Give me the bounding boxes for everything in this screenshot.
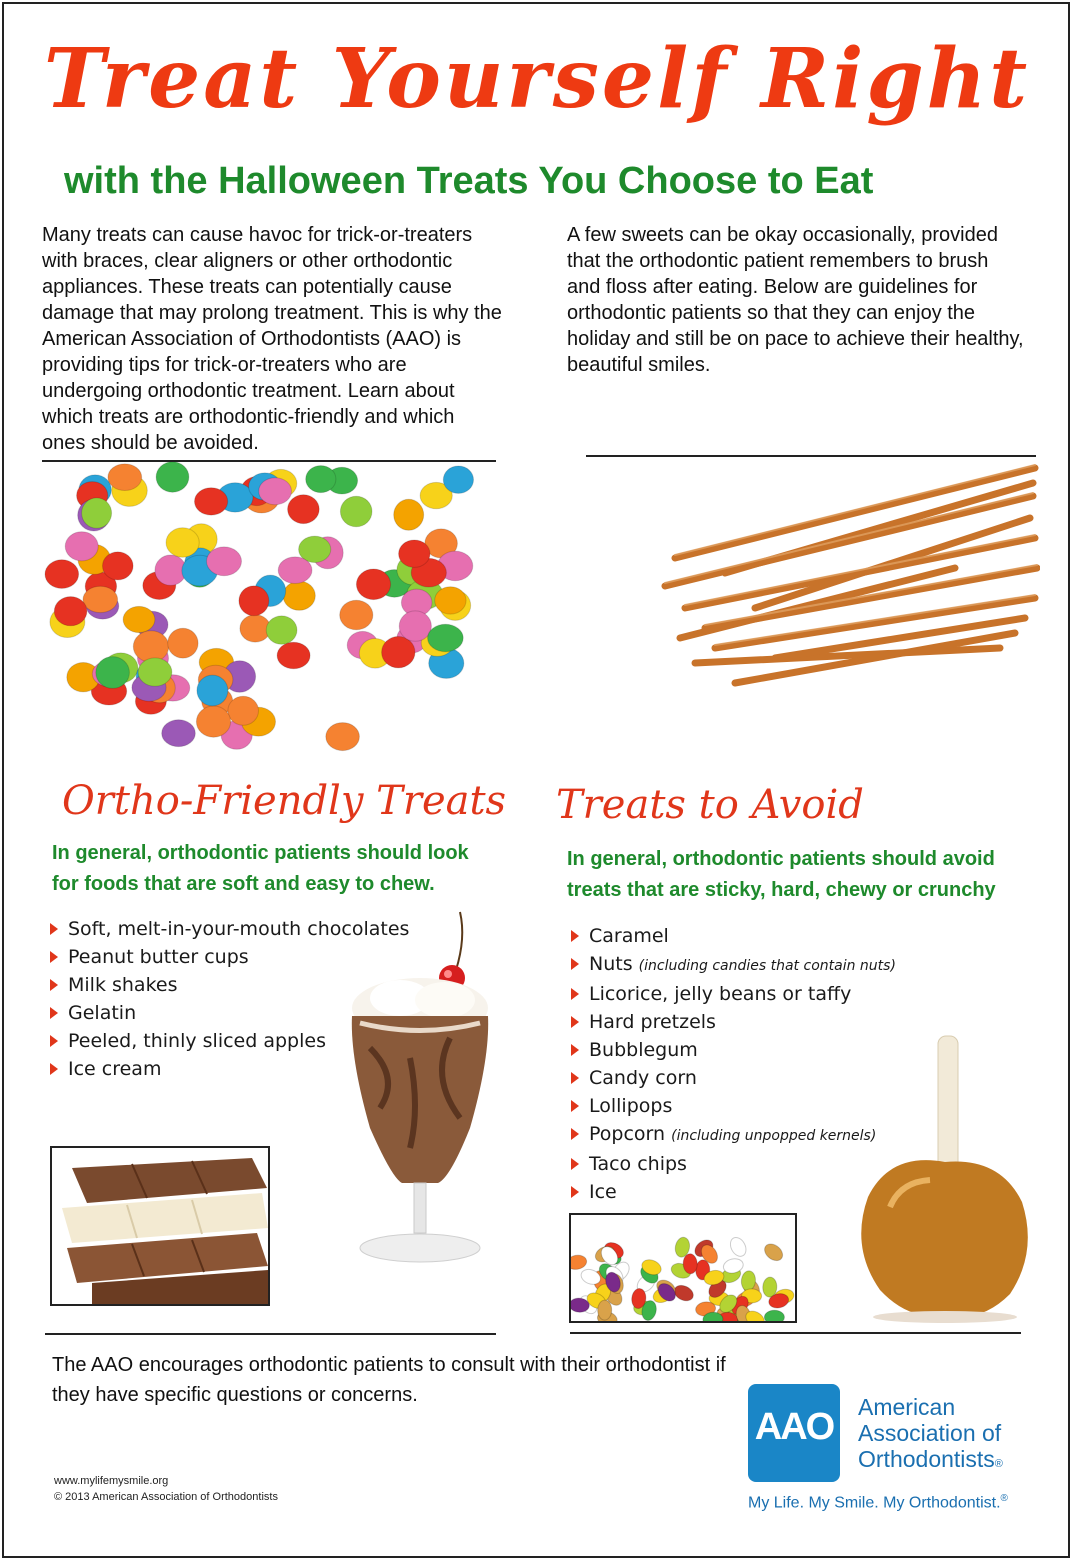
treats-to-avoid-title: Treats to Avoid bbox=[556, 782, 864, 828]
bullet-arrow-icon bbox=[571, 1186, 579, 1198]
intro-right-paragraph: A few sweets can be okay occasionally, provided that the orthodontic patient remembers to brush and floss after eating. Below are guidelines for orthodontic patients so that they can enjoy the holiday and still be on pace to achieve their healthy, beautiful smiles. bbox=[567, 224, 1024, 376]
chocolate-bars-image bbox=[50, 1146, 270, 1306]
candy-piece bbox=[277, 642, 310, 669]
bullet-arrow-icon bbox=[571, 988, 579, 1000]
candy-piece bbox=[166, 528, 199, 557]
candy-piece bbox=[326, 723, 360, 751]
list-item: Peanut butter cups bbox=[48, 943, 409, 971]
list-item: Popcorn (including unpopped kernels) bbox=[569, 1120, 896, 1150]
aao-logo bbox=[748, 1384, 840, 1482]
candy-piece bbox=[399, 611, 431, 641]
divider-right-top bbox=[586, 455, 1036, 457]
candy-piece bbox=[82, 498, 112, 528]
divider-left-bottom bbox=[45, 1333, 496, 1335]
candy-piece bbox=[382, 637, 415, 668]
candy-piece bbox=[168, 628, 198, 658]
bullet-arrow-icon bbox=[50, 1063, 58, 1075]
candy-piece bbox=[162, 720, 196, 747]
candy-piece bbox=[306, 466, 336, 493]
list-item: Milk shakes bbox=[48, 971, 409, 999]
bullet-arrow-icon bbox=[571, 1072, 579, 1084]
candy-piece bbox=[108, 464, 142, 491]
candy-piece bbox=[207, 547, 242, 576]
candy-piece bbox=[103, 552, 134, 580]
aao-organization-name: American Association of Orthodontists® bbox=[858, 1394, 1003, 1472]
candy-piece bbox=[443, 466, 473, 493]
pretzel-sticks-image bbox=[655, 458, 1040, 710]
ortho-friendly-lead: In general, orthodontic patients should look for foods that are soft and easy to chew. bbox=[52, 842, 469, 895]
bullet-arrow-icon bbox=[50, 951, 58, 963]
bullet-arrow-icon bbox=[571, 1158, 579, 1170]
bullet-arrow-icon bbox=[50, 923, 58, 935]
aao-tagline: My Life. My Smile. My Orthodontist.® bbox=[748, 1493, 1008, 1512]
candy-piece bbox=[197, 675, 228, 706]
list-item: Ice cream bbox=[48, 1055, 409, 1083]
caramel-apple-image bbox=[850, 1032, 1035, 1324]
list-item: Soft, melt-in-your-mouth chocolates bbox=[48, 915, 409, 943]
aao-logo-letters: AAO bbox=[754, 1406, 834, 1448]
milkshake-image bbox=[340, 908, 500, 1280]
bullet-arrow-icon bbox=[571, 930, 579, 942]
candy-piece bbox=[83, 586, 118, 612]
list-item: Candy corn bbox=[569, 1064, 896, 1092]
candy-piece bbox=[195, 488, 228, 515]
candy-piece bbox=[228, 696, 259, 725]
bullet-arrow-icon bbox=[571, 1128, 579, 1140]
candy-piece bbox=[278, 557, 312, 584]
candy-piece bbox=[133, 631, 168, 663]
list-item: Peeled, thinly sliced apples bbox=[48, 1027, 409, 1055]
bullet-arrow-icon bbox=[50, 1035, 58, 1047]
candy-piece bbox=[356, 569, 390, 600]
bullet-arrow-icon bbox=[50, 1007, 58, 1019]
list-item: Gelatin bbox=[48, 999, 409, 1027]
list-item: Bubblegum bbox=[569, 1036, 896, 1064]
bullet-arrow-icon bbox=[571, 1044, 579, 1056]
candy-piece bbox=[45, 560, 79, 589]
treats-to-avoid-lead: In general, orthodontic patients should avoid treats that are sticky, hard, chewy or crunchy bbox=[567, 848, 996, 901]
page-subtitle: with the Halloween Treats You Choose to Eat bbox=[64, 160, 874, 202]
candy-piece bbox=[123, 606, 155, 632]
list-item: Hard pretzels bbox=[569, 1008, 896, 1036]
candy-piece bbox=[283, 581, 315, 610]
candy-piece bbox=[65, 532, 98, 561]
treats-to-avoid-list bbox=[569, 922, 896, 1206]
candy-piece bbox=[96, 657, 130, 689]
page-title: Treat Yourself Right bbox=[43, 31, 1031, 127]
candy-piece bbox=[394, 499, 424, 530]
candy-piece bbox=[428, 624, 464, 651]
candy-piece bbox=[435, 587, 466, 614]
list-item: Nuts (including candies that contain nuts) bbox=[569, 950, 896, 980]
copyright-text: © 2013 American Association of Orthodontists bbox=[54, 1491, 278, 1503]
intro-left-paragraph: Many treats can cause havoc for trick-or-treaters with braces, clear aligners or other orthodontic appliances. These treats can potentially cause damage that may prolong treatment. This is why the American Association of Orthodontists (AAO) is providing tips for trick-or-treaters who are undergoing orthodontic treatment. Learn about which treats are orthodontic-friendly and which ones should be avoided. bbox=[42, 224, 502, 454]
ortho-friendly-title: Ortho-Friendly Treats bbox=[62, 778, 507, 824]
candy-piece bbox=[259, 478, 292, 505]
closing-statement: The AAO encourages orthodontic patients to consult with their orthodontist if they have specific questions or concerns. bbox=[52, 1354, 726, 1406]
bullet-arrow-icon bbox=[50, 979, 58, 991]
jelly-bean bbox=[598, 1300, 612, 1320]
candy-piece bbox=[340, 496, 372, 527]
jelly-beans-image bbox=[569, 1213, 797, 1323]
candy-piece bbox=[266, 616, 297, 644]
list-item: Ice bbox=[569, 1178, 896, 1206]
list-item: Caramel bbox=[569, 922, 896, 950]
bullet-arrow-icon bbox=[571, 1100, 579, 1112]
jelly-bean bbox=[764, 1310, 784, 1321]
bullet-arrow-icon bbox=[571, 1016, 579, 1028]
website-link[interactable]: www.mylifemysmile.org bbox=[54, 1475, 169, 1487]
bullet-arrow-icon bbox=[571, 958, 579, 970]
list-item: Licorice, jelly beans or taffy bbox=[569, 980, 896, 1008]
candy-piece bbox=[156, 462, 189, 492]
candies-image bbox=[44, 462, 476, 762]
list-item: Lollipops bbox=[569, 1092, 896, 1120]
list-item: Taco chips bbox=[569, 1150, 896, 1178]
candy-piece bbox=[138, 658, 172, 686]
candy-piece bbox=[239, 586, 269, 616]
candy-piece bbox=[399, 540, 430, 567]
candy-piece bbox=[54, 597, 87, 626]
candy-piece bbox=[288, 495, 320, 524]
divider-right-bottom bbox=[570, 1332, 1021, 1334]
candy-piece bbox=[340, 600, 373, 630]
candy-piece bbox=[196, 706, 230, 737]
